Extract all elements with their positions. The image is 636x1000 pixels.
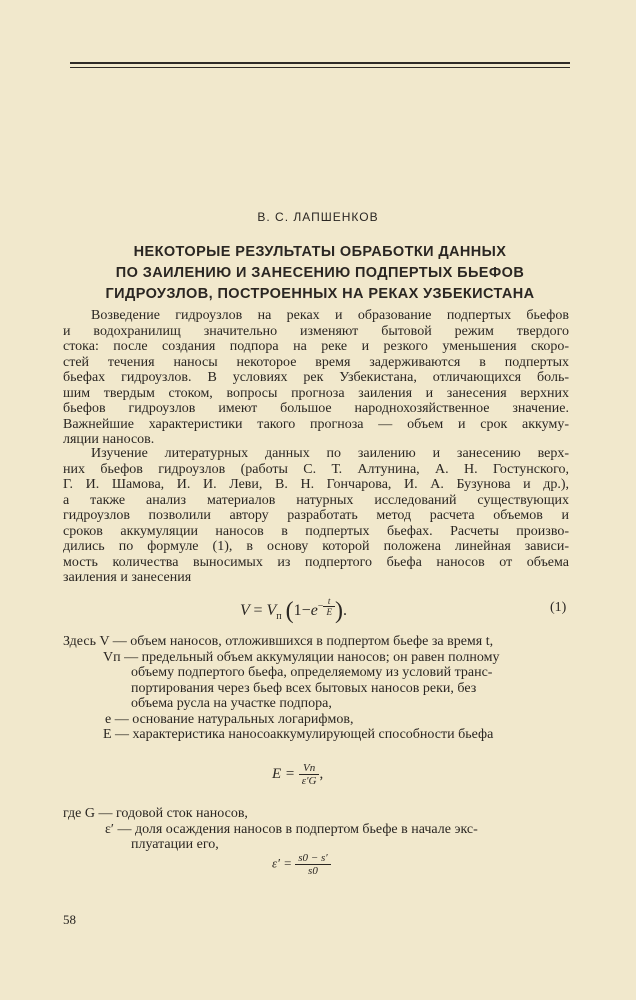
text-line: а также анализ материалов натурных исследований существующих xyxy=(63,492,569,508)
eq-symbol: V xyxy=(266,601,277,619)
eq2-denominator: ε′G xyxy=(301,775,317,787)
eq-symbol: − xyxy=(301,601,311,619)
equation-1: $V = V_п$ ($1-e^{- \frac{t}{E}}$ ). xyxy=(240,596,347,624)
definition-line: объема русла на участке подпора, xyxy=(131,696,332,711)
text-line: мость количества выносимых из подпертого бьефа наносов от объема xyxy=(63,554,569,570)
eq-symbol: e xyxy=(310,601,318,619)
title-line: ПО ЗАИЛЕНИЮ И ЗАНЕСЕНИЮ ПОДПЕРТЫХ БЬЕФОВ xyxy=(115,265,525,281)
equation-3 xyxy=(272,852,331,877)
text-line: гидроузлов позволили автору разработать метод расчета объемов и xyxy=(63,508,569,523)
exp-denominator: E xyxy=(326,607,332,617)
text-line: Важнейшие характеристики такого прогноза — объем и срок аккуму- xyxy=(63,416,569,432)
text-line: них бьефов гидроузлов (работы С. Т. Алтунина, А. Н. Гостунского, xyxy=(63,461,569,477)
text-line: Возведение гидроузлов на реках и образование подпертых бьефов xyxy=(91,308,569,323)
text-line: стока: после создания подпора на реке и резкого уменьшения скоро- xyxy=(63,339,569,354)
definition-line: где G — годовой сток наносов, xyxy=(63,806,248,821)
equation-2: E = $\frac{Vп}{\varepsilon'G}$ , xyxy=(272,762,324,787)
definition-line: ε′ — доля осаждения наносов в подпертом бьефе в начале экс- xyxy=(105,821,478,837)
text-line: бьефах гидроузлов. В условиях рек Узбекистана, отличающихся боль- xyxy=(63,370,569,385)
text-line: сроков аккумуляции наносов в подпертых бьефах. Расчеты произво- xyxy=(63,523,569,539)
eq-symbol: V xyxy=(240,601,250,619)
paren-right: ) xyxy=(334,597,343,624)
text-line: шим твердым стоком, вопросы прогноза заиления и занесения верхних xyxy=(63,385,569,401)
definition-line: e — основание натуральных логарифмов, xyxy=(105,711,354,727)
header-rule-thin xyxy=(70,67,570,68)
text-line: дились по формуле (1), в основу которой положена линейная зависи- xyxy=(63,539,569,554)
eq3-numerator: s0 − s′ xyxy=(295,852,330,865)
eq-symbol: ε′ = xyxy=(272,855,292,871)
text-line: и водохранилищ значительно изменяют бытовой режим твердого xyxy=(63,323,569,339)
exp-numerator: t xyxy=(323,596,335,607)
text-line: ляции наносов. xyxy=(63,432,155,447)
definitions-2 xyxy=(63,806,573,853)
text-line: бьефов гидроузлов имеют большое народнохозяйственное значение. xyxy=(63,401,569,416)
definitions xyxy=(63,634,573,743)
eq2-numerator: Vп xyxy=(299,762,320,775)
title-line: НЕКОТОРЫЕ РЕЗУЛЬТАТЫ ОБРАБОТКИ ДАННЫХ xyxy=(133,244,507,260)
author-name: В. С. ЛАПШЕНКОВ xyxy=(257,210,379,224)
eq-symbol: = xyxy=(253,601,263,619)
definition-line: портирования через бьеф всех бытовых наносов реки, без xyxy=(131,680,477,696)
header-rule-thick xyxy=(70,62,570,64)
eq-symbol: E = xyxy=(272,765,296,782)
title-line: ГИДРОУЗЛОВ, ПОСТРОЕННЫХ НА РЕКАХ УЗБЕКИСТАНА xyxy=(105,286,535,302)
eq-subscript: п xyxy=(276,610,282,622)
text-line: Изучение литературных данных по заилению и занесению верх- xyxy=(91,446,569,461)
paragraph-method xyxy=(63,446,569,586)
definition-line: объему подпертого бьефа, определяемому из условий транс- xyxy=(131,665,493,680)
article-title xyxy=(60,242,580,305)
paren-left: ( xyxy=(285,597,294,624)
definition-line: Vп — предельный объем аккумуляции наносов; он равен полному xyxy=(103,649,500,665)
equation-number: (1) xyxy=(550,600,567,615)
definition-line: плуатации его, xyxy=(131,837,219,852)
paragraph-intro xyxy=(63,308,569,448)
text-line: заиления и занесения xyxy=(63,570,192,585)
definition-line: E — характеристика наносоаккумулирующей способности бьефа xyxy=(103,727,494,742)
definition-line: Здесь V — объем наносов, отложившихся в подпертом бьефе за время t, xyxy=(63,634,494,649)
text-line: Г. И. Шамова, И. И. Леви, В. Н. Гончарова, И. А. Бузунова и др.), xyxy=(63,477,569,492)
eq-symbol: 1 xyxy=(293,601,302,619)
page-number: 58 xyxy=(63,912,76,927)
eq3-denominator: s0 xyxy=(308,865,318,877)
text-line: стей течения наносы некоторое время задерживаются в подпертых xyxy=(63,354,569,370)
